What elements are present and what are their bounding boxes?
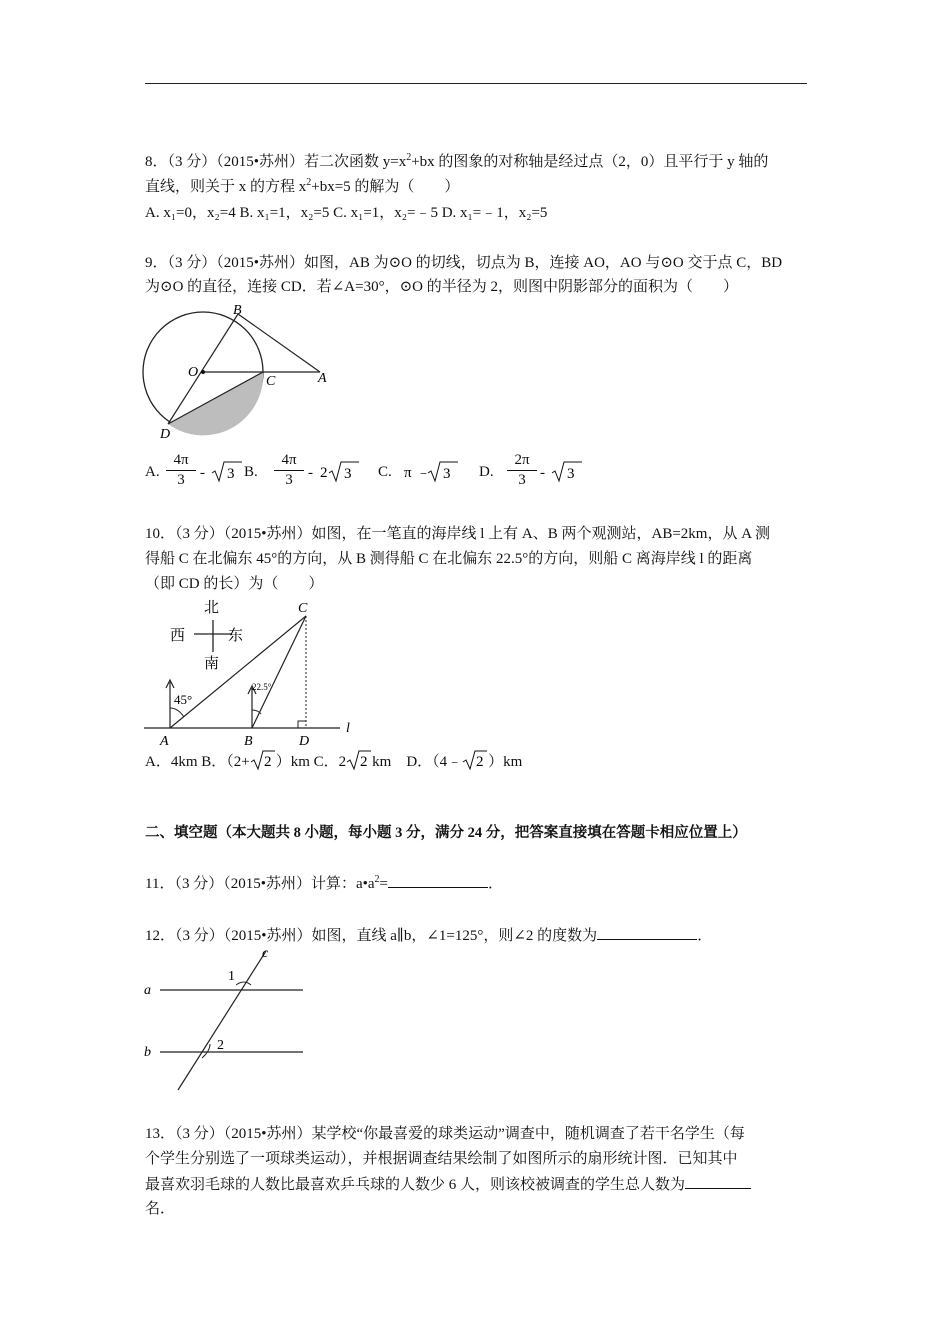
q13-line4: 名． — [145, 1201, 176, 1217]
q12-label-c: c — [262, 946, 269, 961]
q13-line2: 个学生分别选了一项球类运动），并根据调查结果绘制了如图所示的扇形统计图．已知其中 — [145, 1151, 738, 1167]
svg-text:3: 3 — [227, 466, 235, 482]
svg-text:2: 2 — [320, 465, 328, 481]
q13-line3: 最喜欢羽毛球的人数比最喜欢乒乓球的人数少 6 人，则该校被调查的学生总人数为 — [145, 1174, 751, 1195]
q10-line1: 10．（3 分）（2015•苏州）如图，在一笔直的海岸线 l 上有 A、B 两个观测站，AB=2km，从 A 测 — [145, 526, 770, 542]
q12-label-a: a — [144, 983, 151, 998]
q9-option-c-expr — [402, 458, 462, 486]
q8-line1: 8．（3 分）（2015•苏州）若二次函数 $y=x^2+bx$ 的图象的对称轴是经过点（2，0）且平行于 y 轴的 — [145, 152, 769, 170]
svg-text:2: 2 — [476, 754, 484, 770]
q12-answer-blank[interactable] — [597, 925, 697, 940]
q9-label-c: C — [266, 374, 276, 389]
q9-option-b-label: B. — [244, 464, 258, 480]
q12-angle-1: 1 — [228, 969, 235, 984]
q10-sqrt2-b — [250, 749, 276, 771]
compass-east: 东 — [228, 628, 244, 644]
svg-text:﹣: ﹣ — [416, 465, 432, 481]
svg-text:-: - — [308, 465, 313, 481]
q10-options: A．4km B．（2+ 2 ）km C．2 2 km D．（4﹣ 2 ）km — [145, 749, 522, 772]
compass-north: 北 — [204, 600, 220, 616]
q10-label-l: l — [346, 721, 350, 736]
q10-sqrt2-c — [346, 749, 372, 771]
compass-south: 南 — [204, 656, 220, 672]
q11-line: 11．（3 分）（2015•苏州）计算：$a•a^2=$ ． — [145, 874, 503, 892]
section-2-heading: 二、填空题（本大题共 8 小题，每小题 3 分，满分 24 分，把答案直接填在答题卡相应位置上） — [145, 825, 747, 841]
svg-text:-: - — [200, 465, 205, 481]
q12-angle-2: 2 — [217, 1038, 224, 1053]
q9-option-a-fraction: 4π 3 — [166, 452, 196, 489]
q9-shaded-region — [168, 372, 263, 435]
q10-angle-45: 45° — [174, 692, 193, 707]
q13-line1: 13．（3 分）（2015•苏州）某学校“你最喜爱的球类运动”调查中，随机调查了若干名学生（每 — [145, 1126, 745, 1142]
q9-line1: 9．（3 分）（2015•苏州）如图，AB 为⊙O 的切线，切点为 B，连接 AO，AO 与⊙O 交于点 C，BD — [145, 255, 783, 271]
q10-coast-figure — [140, 596, 370, 748]
q9-circle-figure — [138, 302, 338, 442]
svg-text:2: 2 — [263, 754, 272, 770]
q12-label-b: b — [144, 1045, 151, 1060]
q9-option-a-sqrt — [200, 458, 244, 486]
q9-option-d-sqrt — [540, 458, 584, 486]
q10-label-b: B — [244, 734, 253, 748]
q9-option-c-label: C. — [378, 464, 392, 480]
q9-label-o: O — [188, 365, 199, 380]
svg-text:3: 3 — [567, 466, 575, 482]
svg-text:-: - — [540, 465, 545, 481]
svg-text:π: π — [404, 465, 412, 481]
svg-text:3: 3 — [443, 466, 451, 482]
svg-text:2: 2 — [360, 754, 368, 770]
q9-option-d-label: D. — [479, 464, 494, 480]
q9-line2: 为⊙O 的直径，连接 CD．若∠A=30°，⊙O 的半径为 2，则图中阴影部分的面积为（ ） — [145, 279, 739, 295]
q9-label-a: A — [318, 371, 327, 386]
compass-west: 西 — [170, 628, 186, 644]
q9-option-d-fraction: 2π 3 — [507, 452, 537, 489]
q10-angle-22-5: 22.5° — [252, 682, 272, 692]
q10-line3: （即 CD 的长）为（ ） — [145, 576, 324, 592]
q10-label-d: D — [299, 734, 310, 748]
q9-option-b-fraction: 4π 3 — [274, 452, 304, 489]
q10-label-a: A — [160, 734, 169, 748]
q12-line: 12．（3 分）（2015•苏州）如图，直线 a∥b，∠1=125°，则∠2 的度数为 ． — [145, 925, 712, 946]
q9-label-d: D — [160, 427, 171, 442]
q9-label-b: B — [233, 303, 242, 318]
q10-line2: 得船 C 在北偏东 45°的方向，从 B 测得船 C 在北偏东 22.5°的方向，则船 C 离海岸线 l 的距离 — [145, 551, 753, 567]
q13-answer-blank[interactable] — [685, 1174, 751, 1189]
q9-option-a-label: A. — [145, 464, 160, 480]
q9-option-b-sqrt — [308, 458, 360, 486]
q8-options: A. x₁=0，x₂=4 B. x₁=1，x₂=5 C. x₁=1，x₂=﹣5 D. x₁=﹣1，x₂=5 — [145, 205, 548, 221]
q12-parallel-lines-figure — [140, 945, 315, 1095]
q10-sqrt2-d — [462, 749, 488, 771]
header-rule — [145, 83, 807, 84]
q11-answer-blank[interactable] — [388, 873, 488, 888]
svg-text:3: 3 — [344, 466, 352, 482]
q10-label-c: C — [298, 601, 308, 616]
q8-line2: 直线，则关于 x 的方程 $x^2+bx=5$ 的解为（ ） — [145, 177, 460, 195]
